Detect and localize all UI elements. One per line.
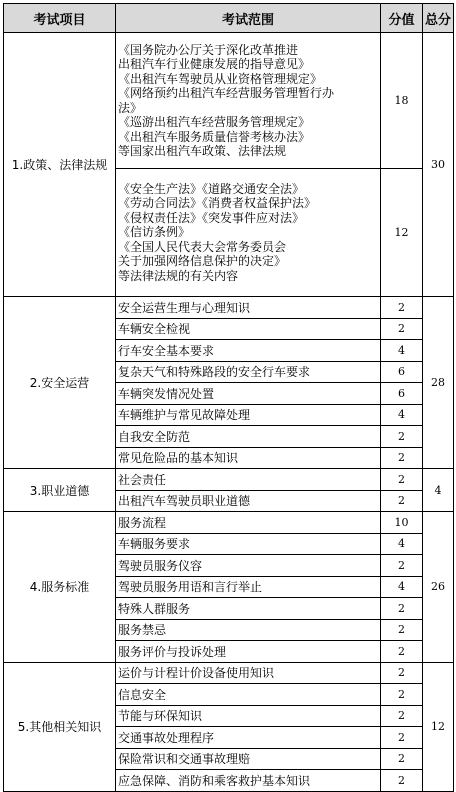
- scope-line: 出租汽车行业健康发展的指导意见》: [118, 57, 311, 71]
- score-cell: 2: [381, 662, 423, 684]
- score-cell: 6: [381, 383, 423, 405]
- score-cell: 2: [381, 748, 423, 770]
- scope-line: 关于加强网络信息保护的决定》: [118, 254, 287, 269]
- header-score: 分值: [381, 4, 423, 33]
- scope-cell: 服务评价与投诉处理: [116, 641, 381, 663]
- scope-cell: 驾驶员服务用语和言行举止: [116, 576, 381, 598]
- table-row: [4, 662, 454, 684]
- score-cell: 2: [381, 447, 423, 469]
- score-cell: 10: [381, 512, 423, 534]
- scope-cell: 自我安全防范: [116, 426, 381, 448]
- total-cell: 4: [423, 469, 454, 512]
- score-cell: 2: [381, 426, 423, 448]
- category-cell: 4.服务标准: [4, 512, 116, 663]
- table-header-row: [4, 4, 454, 33]
- scope-line: 《安全生产法》《道路交通安全法》: [118, 181, 305, 196]
- header-scope: 考试范围: [116, 4, 381, 33]
- scope-cell: 出租汽车驾驶员职业道德: [116, 490, 381, 512]
- table-row: [4, 33, 454, 169]
- scope-cell: 常见危险品的基本知识: [116, 447, 381, 469]
- category-cell: 2.安全运营: [4, 297, 116, 469]
- scope-line: 《出租汽车驾驶员从业资格管理规定》: [118, 71, 323, 86]
- scope-line: 等法律法规的有关内容: [118, 268, 239, 283]
- score-cell: 4: [381, 576, 423, 598]
- score-cell: 2: [381, 297, 423, 319]
- scope-line: 《巡游出租汽车经营服务管理规定》: [118, 115, 311, 129]
- score-cell: 4: [381, 340, 423, 362]
- scope-cell: [116, 169, 381, 297]
- scope-line: 法》: [118, 100, 143, 115]
- score-cell: 6: [381, 361, 423, 383]
- score-cell: 2: [381, 555, 423, 577]
- total-cell: 26: [423, 512, 454, 663]
- scope-cell: 运价与计程计价设备使用知识: [116, 662, 381, 684]
- scope-cell: 特殊人群服务: [116, 598, 381, 620]
- score-cell: 2: [381, 684, 423, 706]
- total-cell: 28: [423, 297, 454, 469]
- scope-line: 《国务院办公厅关于深化改革推进: [118, 42, 299, 57]
- exam-scope-table: [3, 3, 454, 792]
- score-cell: 4: [381, 533, 423, 555]
- category-cell: 5.其他相关知识: [4, 662, 116, 791]
- category-cell: 3.职业道德: [4, 469, 116, 512]
- scope-cell: 交通事故处理程序: [116, 727, 381, 749]
- score-cell: 2: [381, 619, 423, 641]
- scope-line: 《信访条例》: [118, 225, 191, 240]
- score-cell: 12: [381, 169, 423, 297]
- scope-cell: [116, 33, 381, 169]
- score-cell: 2: [381, 641, 423, 663]
- score-cell: 2: [381, 469, 423, 491]
- exam-scope-table-container: [3, 3, 453, 792]
- category-cell: 1.政策、法律法规: [4, 33, 116, 297]
- table-row: [4, 469, 454, 491]
- score-cell: 2: [381, 490, 423, 512]
- scope-cell: 应急保障、消防和乘客救护基本知识: [116, 770, 381, 792]
- scope-cell: 保险常识和交通事故理赔: [116, 748, 381, 770]
- header-total: 总分: [423, 4, 454, 33]
- scope-cell: 服务流程: [116, 512, 381, 534]
- score-cell: 2: [381, 727, 423, 749]
- header-category: 考试项目: [4, 4, 116, 33]
- scope-cell: 复杂天气和特殊路段的安全行车要求: [116, 361, 381, 383]
- scope-cell: 信息安全: [116, 684, 381, 706]
- score-cell: 4: [381, 404, 423, 426]
- scope-line: 《劳动合同法》《消费者权益保护法》: [118, 196, 317, 211]
- scope-cell: 驾驶员服务仪容: [116, 555, 381, 577]
- scope-line: 《侵权责任法》《突发事件应对法》: [118, 210, 305, 225]
- scope-cell: 社会责任: [116, 469, 381, 491]
- scope-cell: 车辆维护与常见故障处理: [116, 404, 381, 426]
- scope-cell: 安全运营生理与心理知识: [116, 297, 381, 319]
- score-cell: 18: [381, 33, 423, 169]
- table-row: [4, 297, 454, 319]
- scope-cell: 节能与环保知识: [116, 705, 381, 727]
- scope-line: 《全国人民代表大会常务委员会: [118, 239, 287, 254]
- scope-cell: 车辆突发情况处置: [116, 383, 381, 405]
- total-cell: 12: [423, 662, 454, 791]
- scope-line: 《出租汽车服务质量信誉考核办法》: [118, 129, 311, 144]
- scope-cell: 行车安全基本要求: [116, 340, 381, 362]
- score-cell: 2: [381, 598, 423, 620]
- scope-line: 等国家出租汽车政策、法律法规: [118, 144, 287, 158]
- scope-cell: 车辆安全检视: [116, 318, 381, 340]
- scope-cell: 车辆服务要求: [116, 533, 381, 555]
- scope-cell: 服务禁忌: [116, 619, 381, 641]
- score-cell: 2: [381, 770, 423, 792]
- table-row: [4, 512, 454, 534]
- score-cell: 2: [381, 318, 423, 340]
- table-body: [4, 33, 454, 792]
- score-cell: 2: [381, 705, 423, 727]
- total-cell: 30: [423, 33, 454, 297]
- scope-line: 《网络预约出租汽车经营服务管理暂行办: [118, 86, 335, 100]
